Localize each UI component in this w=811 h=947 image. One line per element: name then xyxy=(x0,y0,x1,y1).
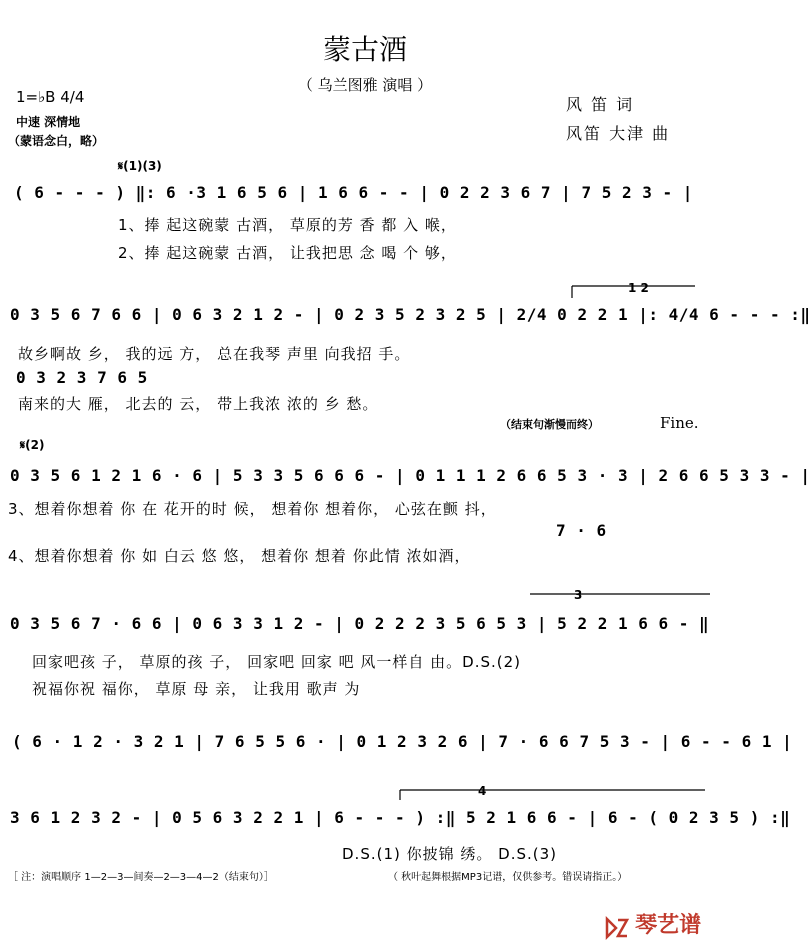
notation-row-1: ( 6 - - - ) ‖: 6 ·3 1 6 5 6 | 1 6 6 - - | 0 2 2 3 6 7 | 7 5 2 3 - | xyxy=(14,183,693,202)
lyric-row-4a: 回家吧孩 子， 草原的孩 子， 回家吧 回家 吧 风一样自 由。D.S.(2) xyxy=(32,653,522,671)
triplet-label-a: 3 xyxy=(574,588,583,602)
lyric-row-2a: 故乡啊故 乡， 我的远 方， 总在我琴 声里 向我招 手。 xyxy=(18,345,411,363)
performance-order-note: ［ 注：演唱顺序 1—2—3—间奏—2—3—4—2（结束句）］ xyxy=(8,872,274,883)
singer-subtitle: （ 乌兰图雅 演唱 ） xyxy=(297,76,433,94)
ending-note: （结束句渐慢而终） xyxy=(500,418,599,431)
lyric-row-4b: 祝福你祝 福你， 草原 母 亲， 让我用 歌声 为 xyxy=(32,680,361,698)
segno-marker-1: 𝄋(1)(3) xyxy=(118,159,162,173)
page-title: 蒙古酒 xyxy=(322,33,407,66)
lyric-row-2b: 南来的大 雁， 北去的 云， 带上我浓 浓的 乡 愁。 xyxy=(18,395,379,413)
lyric-row-6: D.S.(1) 你披锦 绣。 D.S.(3) xyxy=(342,845,558,863)
lyric-row-3b: 4、想着你想着 你 如 白云 悠 悠， 想着你 想着 你此情 浓如酒， xyxy=(8,547,471,565)
volta-4-label: 4 xyxy=(478,784,487,798)
notation-row-4: 0 3 5 6 7 · 6 6 | 0 6 3 3 1 2 - | 0 2 2 2 3 5 6 5 3 | 5 2 2 1 6 6 - ‖ xyxy=(10,614,710,633)
notation-row-3: 0 3 5 6 1 2 1 6 · 6 | 5 3 3 5 6 6 6 - | 0 1 1 1 2 6 6 5 3 · 3 | 2 6 6 5 3 3 - | xyxy=(10,466,811,485)
logo-text: 琴艺谱 xyxy=(635,913,702,938)
lyric-row-1a: 1、捧 起这碗蒙 古酒， 草原的芳 香 都 入 喉， xyxy=(118,216,457,234)
key-signature: 1=♭B 4/4 xyxy=(16,88,85,106)
notation-row-3-alt: 7 · 6 xyxy=(556,521,607,540)
notation-row-2-alt: 0 3 2 3 7 6 5 xyxy=(16,368,148,387)
intro-note: （蒙语念白，略） xyxy=(8,134,105,148)
composer-credit: 风笛 大津 曲 xyxy=(566,124,671,143)
volta-bracket-label: 1 2 xyxy=(628,281,649,295)
fine-marker: Fine. xyxy=(660,414,699,432)
interlude-row: ( 6 · 1 2 · 3 2 1 | 7 6 5 5 6 · | 0 1 2 3 2 6 | 7 · 6 6 7 5 3 - | 6 - - 6 1 | xyxy=(12,732,793,751)
segno-marker-2: 𝄋(2) xyxy=(20,438,45,452)
tempo-marking: 中速 深情地 xyxy=(16,115,81,129)
lyric-row-3a: 3、想着你想着 你 在 花开的时 候， 想着你 想着你， 心弦在颤 抖， xyxy=(8,500,497,518)
notation-row-6: 3 6 1 2 3 2 - | 0 5 6 3 2 2 1 | 6 - - - ) :‖ 5 2 1 6 6 - | 6 - ( 0 2 3 5 ) :‖ xyxy=(10,808,791,827)
notation-row-2: 0 3 5 6 7 6 6 | 0 6 3 2 1 2 - | 0 2 3 5 2 3 2 5 | 2/4 0 2 2 1 |: 4/4 6 - - - :‖ xyxy=(10,305,811,324)
transcriber-note: （ 秋叶起舞根据MP3记谱，仅供参考。错误请指正。） xyxy=(388,872,628,883)
lyricist-credit: 风 笛 词 xyxy=(566,95,635,114)
lyric-row-1b: 2、捧 起这碗蒙 古酒， 让我把思 念 喝 个 够， xyxy=(118,244,457,262)
